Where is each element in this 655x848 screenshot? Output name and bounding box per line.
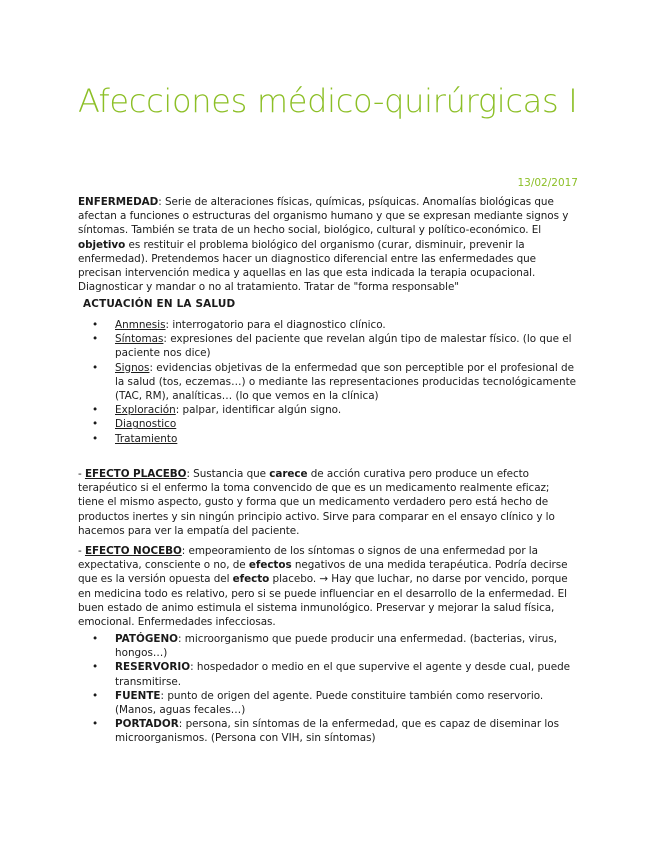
intro-paragraph [78, 195, 578, 294]
intro-text-2: es restituir el problema biológico del organismo (curar, disminuir, prevenir la enfermedad). Pretendemos hacer un diagnostico diferencial entre las enfermedades que precisan intervención medica y aquellas en las que esta indicada la terapia ocupacional. Diagnosticar y mandar o no al tratamiento. Tratar de "forma responsable" [78, 238, 536, 294]
actuacion-list [92, 318, 578, 446]
bullet-icon: • [92, 432, 99, 445]
nocebo-text-2: negativos de una medida terapéutica. Podría decirse que es la versión opuesta del [78, 559, 568, 586]
bullet-icon: • [92, 361, 99, 374]
list-item-text: : interrogatorio para el diagnostico clínico. [165, 319, 386, 331]
list-item [92, 417, 578, 431]
bullet-icon: • [92, 689, 99, 702]
section-heading-actuacion: ACTUACIÓN EN LA SALUD [83, 298, 236, 310]
placebo-text-1: : Sustancia que [186, 468, 270, 480]
term-enfermedad: ENFERMEDAD [78, 196, 159, 208]
intro-text-1: : Serie de alteraciones físicas, químicas, psíquicas. Anomalías biológicas que afectan a funciones o estructuras del organismo humano y que se expresan mediante signos y síntomas. También se trata de un hecho social, biológico, cultural y político-económico. El [78, 196, 569, 237]
bullet-icon: • [92, 718, 99, 731]
term-efecto: efecto [232, 573, 270, 586]
list-item-term: FUENTE [115, 689, 161, 702]
list-item-text: : evidencias objetivas de la enfermedad que son perceptible por el profesional de la salud (tos, eczemas…) o mediante las representaciones producidas tecnológicamente (TAC, RM), analíticas… (lo que vemos en la clínica) [115, 361, 577, 403]
nocebo-text-3: placebo. → Hay que luchar, no darse por vencido, porque en medicina todo es relativo, pero si se puede influenciar en el desarrollo de la enfermedad. El buen estado de animo estimula el sistema inmunológico. Preservar y mejorar la salud física, emocional. Enfermedades infecciosas. [78, 573, 568, 629]
term-carece: carece [269, 468, 308, 480]
bullet-icon: • [92, 319, 99, 331]
list-item-term: PORTADOR [115, 718, 179, 731]
list-item [92, 717, 578, 745]
list-item-term: Tratamiento [115, 432, 178, 445]
term-efectos: efectos [248, 559, 292, 572]
list-item-term: Signos [115, 361, 150, 374]
date-label: 13/02/2017 [517, 177, 578, 189]
list-item-text: : persona, sin síntomas de la enfermedad, que es capaz de diseminar los microorganismos. (Persona con VIH, sin síntomas) [115, 718, 560, 745]
term-placebo: EFECTO PLACEBO [84, 468, 187, 480]
placebo-paragraph [78, 467, 578, 538]
bullet-icon: • [92, 418, 99, 431]
infecciosas-list [92, 632, 578, 746]
list-item-text: : hospedador o medio en el que supervive el agente y desde cual, puede transmitirse. [115, 661, 571, 688]
page-title: Afecciones médico-quirúrgicas I [78, 82, 578, 120]
term-objetivo: objetivo [78, 238, 126, 251]
list-item-text: : microorganismo que puede producir una enfermedad. (bacterias, virus, hongos…) [115, 633, 558, 660]
list-item [92, 632, 578, 660]
list-item [92, 432, 578, 446]
list-item-term: PATÓGENO [115, 633, 178, 645]
bullet-icon: • [92, 404, 99, 417]
list-item-term: Anmnesis [115, 319, 166, 331]
list-item-term: RESERVORIO [115, 661, 191, 674]
list-item [92, 689, 578, 717]
list-item-term: Exploración [115, 404, 176, 417]
nocebo-text-1: : empeoramiento de los síntomas o signos de una enfermedad por la expectativa, consciente o no, de [78, 545, 538, 572]
term-nocebo: EFECTO NOCEBO [84, 545, 182, 557]
bullet-icon: • [92, 333, 99, 346]
placebo-prefix: - [78, 468, 85, 480]
list-item [92, 318, 578, 332]
nocebo-paragraph [78, 544, 578, 629]
list-item [92, 332, 578, 360]
bullet-icon: • [92, 661, 99, 674]
list-item-text: : palpar, identificar algún signo. [175, 404, 342, 417]
bullet-icon: • [92, 633, 99, 645]
list-item [92, 660, 578, 688]
list-item [92, 403, 578, 417]
list-item [92, 361, 578, 404]
nocebo-prefix: - [78, 545, 85, 557]
list-item-term: Diagnostico [115, 418, 177, 431]
list-item-text: : punto de origen del agente. Puede constituire también como reservorio. (Manos, aguas fecales…) [115, 689, 544, 717]
list-item-text: : expresiones del paciente que revelan algún tipo de malestar físico. (lo que el paciente nos dice) [115, 333, 572, 360]
placebo-text-2: de acción curativa pero produce un efecto terapéutico si el enfermo la toma convencido de que es un medicamento realmente eficaz; tiene el mismo aspecto, gusto y forma que un medicamento verdadero pero está hecho de productos inertes y sin ningún principio activo. Sirve para comparar en el ensayo clínico y lo hacemos para ver la empatía del paciente. [78, 468, 555, 537]
list-item-term: Síntomas [115, 333, 164, 346]
